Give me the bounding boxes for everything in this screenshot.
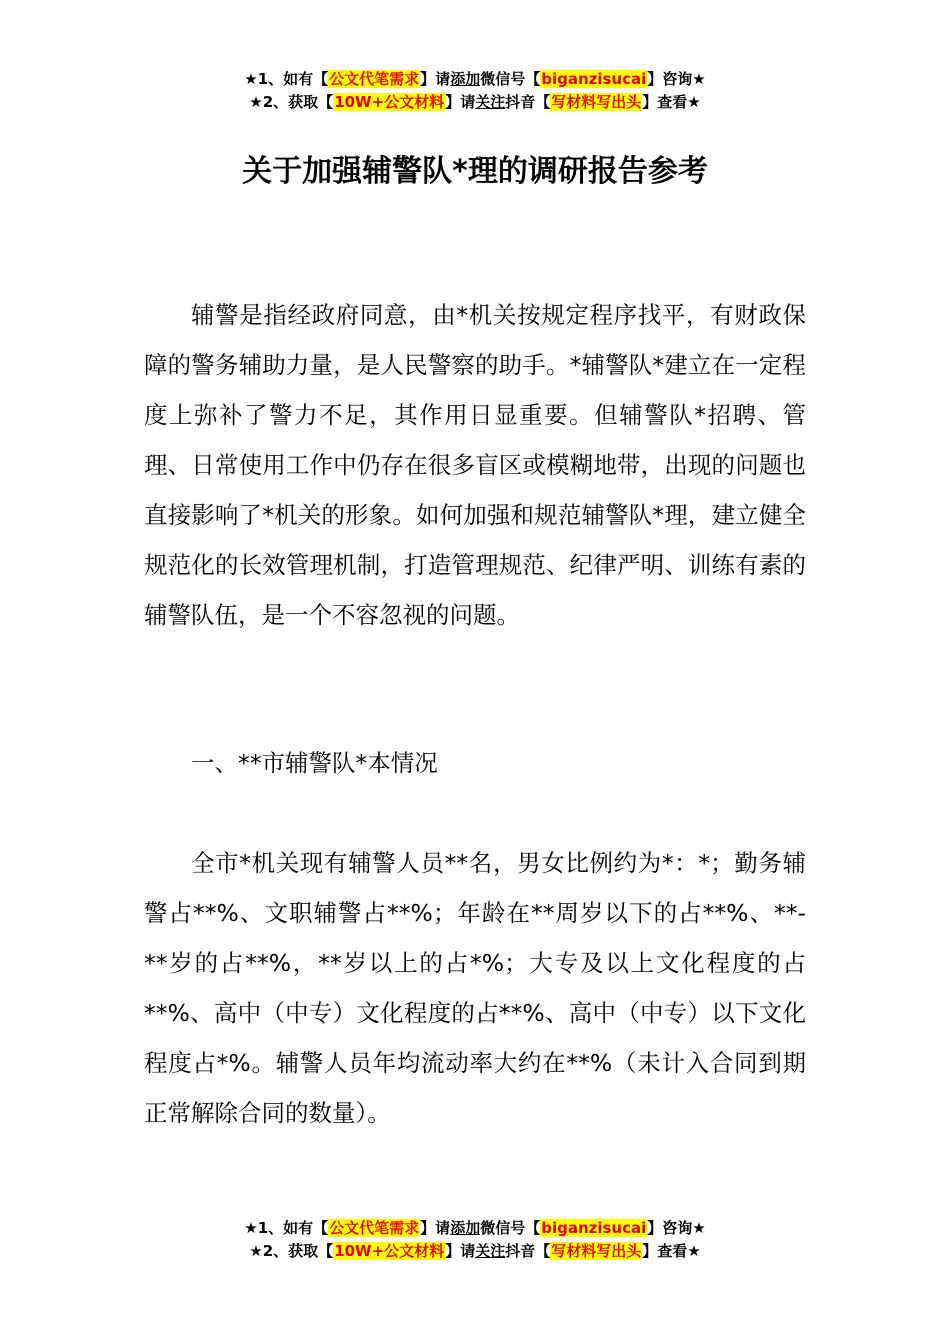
promo-text: 抖音【	[505, 93, 551, 111]
promo-text: 微信号【	[480, 1219, 541, 1237]
promo-text: 】请	[445, 1242, 476, 1260]
promo-text: 】请	[420, 70, 451, 88]
promo-highlight: 公文代笔需求	[329, 70, 420, 88]
promo-text: 】请	[445, 93, 476, 111]
paragraph-basic-situation: 全市*机关现有辅警人员**名，男女比例约为*：*；勤务辅警占**%、文职辅警占**%；年龄在**周岁以下的占**%、**-**岁的占**%，**岁以上的占*%；大专及以上文化程度的占**%、高中（中专）文化程度的占**%、高中（中专）以下文化程度占*%。辅警人员年均流动率大约在**%（未计入合同到期正常解除合同的数量）。	[144, 849, 806, 1127]
promo-highlight: biganzisucai	[541, 1219, 647, 1237]
promo-underlined-text: 添加	[450, 70, 481, 88]
promo-text: 抖音【	[505, 1242, 551, 1260]
promo-highlight: 10W+公文材料	[334, 1242, 445, 1260]
section-heading-1: 一、**市辅警队*本情况	[191, 749, 438, 777]
promo-line-1	[0, 68, 950, 91]
promo-underlined-text: 关注	[475, 1242, 506, 1260]
promo-line-2	[0, 91, 950, 114]
promo-underlined-text: 添加	[450, 1219, 481, 1237]
promo-text: 】咨询★	[647, 70, 706, 88]
promo-highlight: 写材料写出头	[551, 93, 642, 111]
promo-highlight: 公文代笔需求	[329, 1219, 420, 1237]
promo-text: ★2、获取【	[249, 1242, 334, 1260]
bottom-promo-banner	[0, 1217, 950, 1263]
paragraph-intro: 辅警是指经政府同意，由*机关按规定程序找平，有财政保障的警务辅助力量，是人民警察的助手。*辅警队*建立在一定程度上弥补了警力不足，其作用日显重要。但辅警队*招聘、管理、日常使用工作中仍存在很多盲区或模糊地带，出现的问题也直接影响了*机关的形象。如何加强和规范辅警队*理，建立健全规范化的长效管理机制，打造管理规范、纪律严明、训练有素的辅警队伍，是一个不容忽视的问题。	[144, 301, 806, 629]
promo-text: ★1、如有【	[244, 70, 329, 88]
promo-highlight: 写材料写出头	[551, 1242, 642, 1260]
promo-highlight: biganzisucai	[541, 70, 647, 88]
promo-text: ★1、如有【	[244, 1219, 329, 1237]
promo-line-1	[0, 1217, 950, 1240]
promo-text: 微信号【	[480, 70, 541, 88]
document-title: 关于加强辅警队*理的调研报告参考	[242, 154, 708, 189]
promo-line-2	[0, 1240, 950, 1263]
promo-text: 】查看★	[642, 1242, 701, 1260]
promo-underlined-text: 关注	[475, 93, 506, 111]
promo-highlight: 10W+公文材料	[334, 93, 445, 111]
promo-text: 】咨询★	[647, 1219, 706, 1237]
top-promo-banner	[0, 68, 950, 114]
promo-text: 】查看★	[642, 93, 701, 111]
promo-text: ★2、获取【	[249, 93, 334, 111]
promo-text: 】请	[420, 1219, 451, 1237]
